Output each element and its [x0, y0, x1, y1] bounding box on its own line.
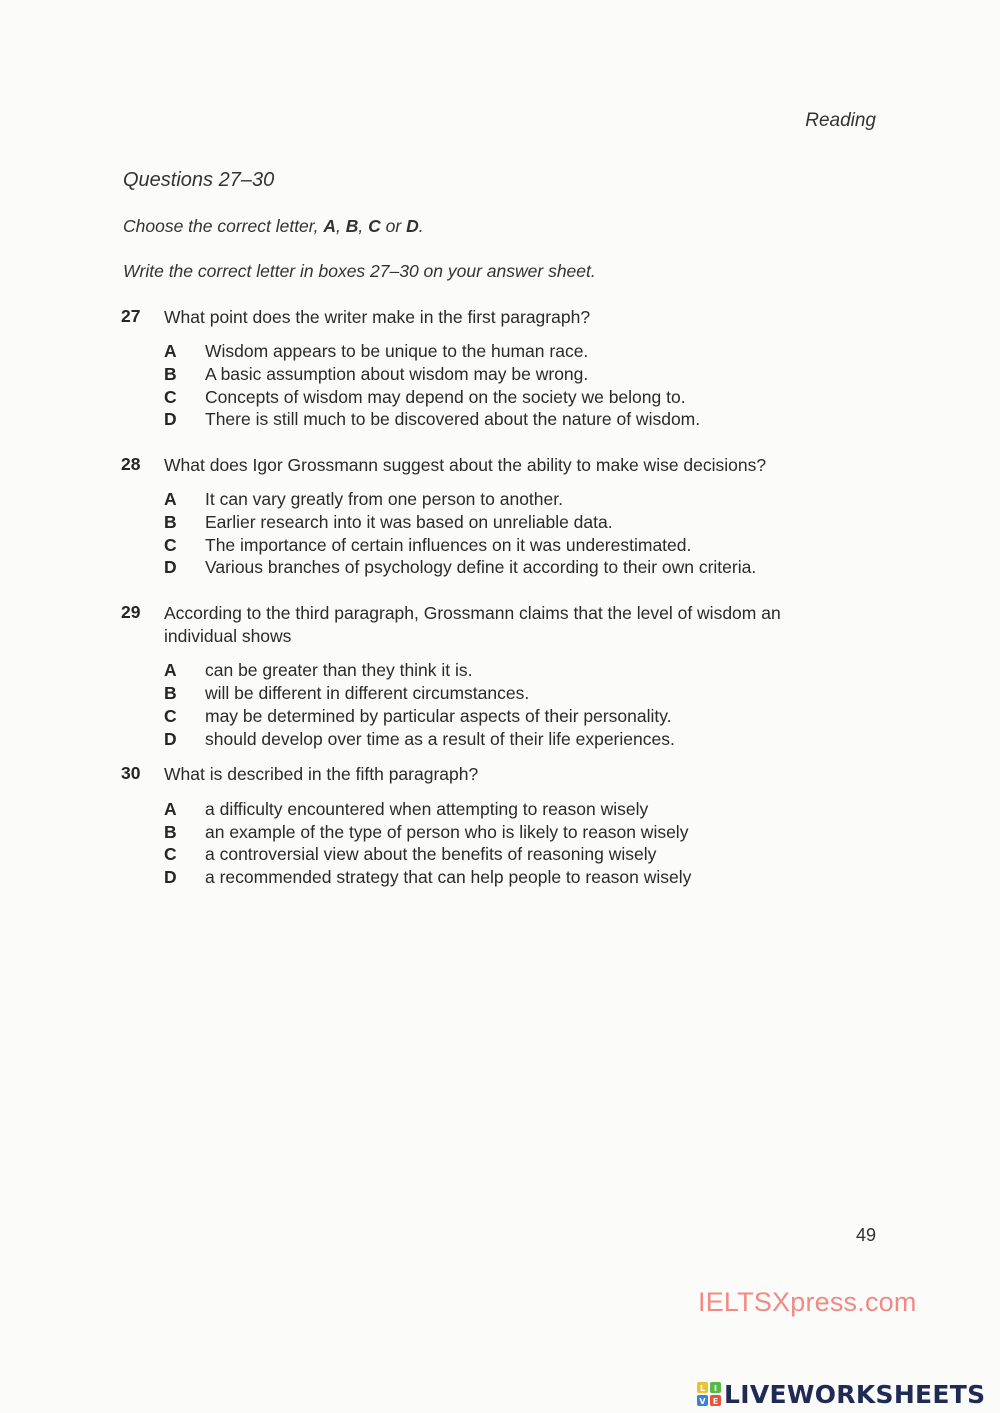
- option-letter[interactable]: D: [164, 729, 177, 749]
- option-text[interactable]: The importance of certain influences on it was underestimated.: [205, 535, 692, 555]
- option-text[interactable]: a controversial view about the benefits of reasoning wisely: [205, 844, 657, 864]
- section-label: Reading: [805, 110, 876, 131]
- instruction-letter-b: B: [345, 216, 359, 236]
- option-text[interactable]: a difficulty encountered when attempting to reason wisely: [205, 799, 649, 819]
- option-text[interactable]: Concepts of wisdom may depend on the society we belong to.: [205, 387, 686, 407]
- option-letter[interactable]: A: [164, 799, 177, 819]
- svg-text:I: I: [714, 1384, 717, 1393]
- question-text: What does Igor Grossmann suggest about the ability to make wise decisions?: [164, 455, 767, 475]
- option-text[interactable]: There is still much to be discovered about the nature of wisdom.: [205, 409, 701, 429]
- option-text[interactable]: Wisdom appears to be unique to the human race.: [205, 341, 589, 361]
- instruction-end: .: [418, 216, 424, 236]
- option-text[interactable]: Various branches of psychology define it according to their own criteria.: [205, 557, 757, 577]
- option-text[interactable]: A basic assumption about wisdom may be wrong.: [205, 364, 589, 384]
- question-number: 29: [121, 602, 141, 622]
- option-letter[interactable]: B: [164, 683, 177, 703]
- question-text: According to the third paragraph, Grossmann claims that the level of wisdom an individual shows: [164, 603, 781, 646]
- option-letter[interactable]: A: [164, 660, 177, 680]
- option-text[interactable]: a recommended strategy that can help people to reason wisely: [205, 867, 692, 887]
- option-letter[interactable]: B: [164, 822, 177, 842]
- option-text[interactable]: Earlier research into it was based on unreliable data.: [205, 512, 613, 532]
- liveworksheets-icon: [696, 1381, 722, 1407]
- option-text[interactable]: may be determined by particular aspects of their personality.: [205, 706, 672, 726]
- option-text[interactable]: can be greater than they think it is.: [205, 660, 473, 680]
- option-letter[interactable]: D: [164, 867, 177, 887]
- instruction-sep: ,: [336, 216, 346, 236]
- svg-text:V: V: [699, 1397, 706, 1406]
- option-letter[interactable]: D: [164, 557, 177, 577]
- option-text[interactable]: will be different in different circumstances.: [205, 683, 530, 703]
- instruction-line-1: [123, 216, 424, 237]
- svg-text:E: E: [712, 1397, 719, 1406]
- instruction-line-2: Write the correct letter in boxes 27–30 on your answer sheet.: [123, 261, 596, 281]
- option-text[interactable]: It can vary greatly from one person to another.: [205, 489, 563, 509]
- instruction-prefix: Choose the correct letter,: [123, 216, 324, 236]
- option-letter[interactable]: C: [164, 387, 177, 407]
- option-text[interactable]: an example of the type of person who is likely to reason wisely: [205, 822, 689, 842]
- option-letter[interactable]: C: [164, 706, 177, 726]
- option-letter[interactable]: A: [164, 341, 177, 361]
- instruction-letter-c: C: [368, 216, 381, 236]
- questions-heading: Questions 27–30: [123, 169, 275, 191]
- option-letter[interactable]: C: [164, 535, 177, 555]
- option-letter[interactable]: C: [164, 844, 177, 864]
- svg-text:L: L: [699, 1384, 706, 1393]
- option-letter[interactable]: A: [164, 489, 177, 509]
- instruction-sep: ,: [358, 216, 369, 236]
- question-number: 27: [121, 306, 141, 326]
- option-letter[interactable]: D: [164, 409, 177, 429]
- liveworksheets-brand-text: LIVEWORKSHEETS: [724, 1379, 986, 1409]
- instruction-sep: or: [380, 216, 407, 236]
- instruction-letter-a: A: [323, 216, 337, 236]
- instruction-letter-d: D: [406, 216, 419, 236]
- question-number: 30: [121, 763, 141, 783]
- question-number: 28: [121, 454, 141, 474]
- liveworksheets-logo[interactable]: [696, 1378, 985, 1410]
- option-letter[interactable]: B: [164, 364, 177, 384]
- question-text: What point does the writer make in the first paragraph?: [164, 307, 591, 327]
- option-letter[interactable]: B: [164, 512, 177, 532]
- question-text: What is described in the fifth paragraph?: [164, 764, 479, 784]
- option-text[interactable]: should develop over time as a result of their life experiences.: [205, 729, 675, 749]
- watermark-text: IELTSXpress.com: [698, 1287, 917, 1317]
- page-number: 49: [855, 1225, 876, 1245]
